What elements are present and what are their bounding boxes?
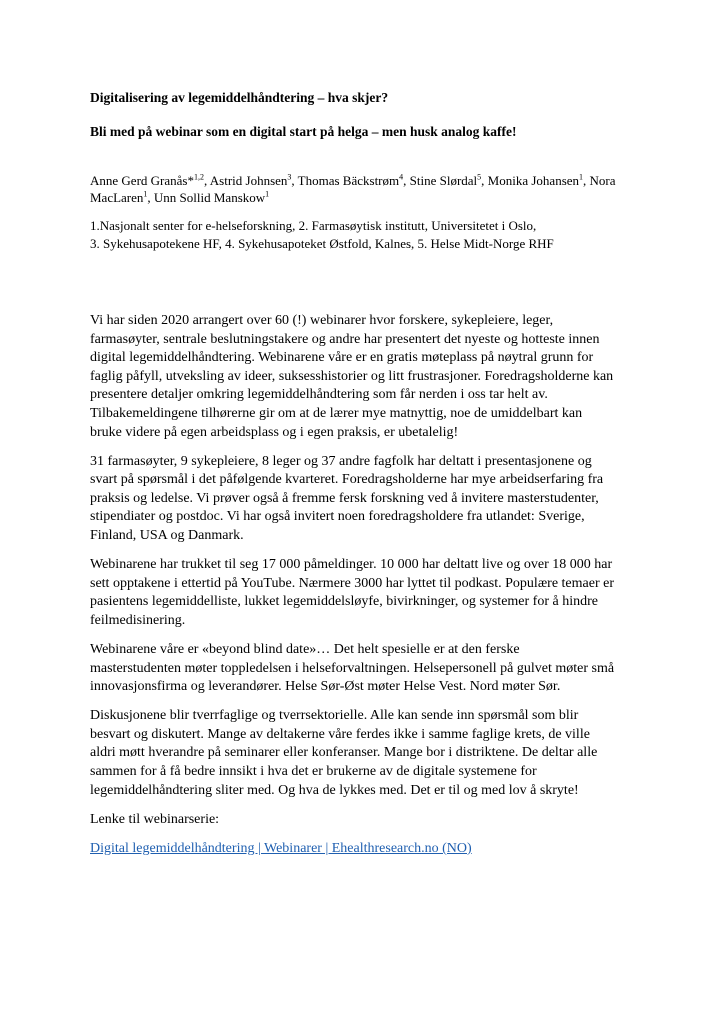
author-separator: , [583,173,590,188]
affiliation-line: 3. Sykehusapotekene HF, 4. Sykehusapoteket Østfold, Kalnes, 5. Helse Midt-Norge RHF [90,236,554,251]
affiliation-line: 1.Nasjonalt senter for e-helseforskning, 2. Farmasøytisk institutt, Universitetet i Oslo, [90,218,537,233]
document-title: Digitalisering av legemiddelhåndtering – hva skjer? [90,90,389,105]
text-line: Tilbakemeldingene tilhørerne gir om at de lærer mye matnyttig, noe de umiddelbart kan [90,405,583,421]
text-line: Vi har siden 2020 arrangert over 60 (!) webinarer hvor forskere, sykepleiere, leger, [90,313,554,328]
author-affiliation-marker: 1 [143,189,148,199]
author-separator: , [481,173,488,188]
paragraph [90,707,650,800]
author-separator: , [291,173,298,188]
author-affiliation-marker: 4 [399,172,404,182]
text-line: farmasøyter, sentrale beslutningstakere og andre har presentert det nyeste og hotteste innen [90,331,600,347]
author-name: Stine Slørdal [409,173,478,188]
author-name: Thomas Bäckstrøm [297,173,400,188]
link-paragraph [90,840,650,859]
author-name: Nora MacLaren [90,173,616,205]
text-line: sett opptakene i ettertid på YouTube. Nærmere 3000 har lyttet til podkast. Populære temaer er [90,575,614,591]
text-line: feilmedisinering. [90,612,186,628]
author-name: Monika Johansen [487,173,580,188]
text-line: sammen for å få bedre innsikt i hva det er brukerne av de digitale systemene for [90,764,537,780]
text-line: Diskusjonene blir tverrfaglige og tverrsektorielle. Alle kan sende inn spørsmål som blir [90,708,579,724]
author-affiliation-marker: 1 [579,172,584,182]
text-line: stipendiater og postdoc. Vi har også invitert noen foredragsholdere fra utlandet: Sverige, [90,509,585,525]
author-affiliation-marker: 3 [287,172,292,182]
document-subtitle: Bli med på webinar som en digital start på helga – men husk analog kaffe! [90,124,517,139]
paragraph [90,453,650,546]
author-name: Unn Sollid Manskow [153,190,266,205]
text-line: bruke videre på egen arbeidsplass og i egen praksis, er ubetalelig! [90,424,459,440]
author-name: Anne Gerd Granås* [90,173,194,188]
link-intro: Lenke til webinarserie: [90,811,220,827]
affiliation-list [90,217,670,253]
text-line: masterstudenten møter toppledelsen i helseforvaltningen. Helsepersonell på gulvet møter små [90,660,615,676]
author-separator: , [203,173,210,188]
text-line: Finland, USA og Danmark. [90,528,244,544]
text-line: digital legemiddelhåndtering. Webinarene våre er en gratis møteplass på nøytral grunn for [90,350,594,366]
author-separator: , [147,190,154,205]
text-line: Webinarene våre er «beyond blind date»… Det helt spesielle er at den ferske [90,642,520,657]
author-name: Astrid Johnsen [209,173,288,188]
text-line: innovasjonsfirma og leverandører. Helse Sør-Øst møter Helse Vest. Nord møter Sør. [90,679,561,695]
text-line: svart på spørsmål i det påfølgende kvarteret. Foredragsholderne har mye arbeidserfaring fra [90,472,604,488]
article-body [90,312,650,869]
text-line: Webinarene har trukket til seg 17 000 påmeldinger. 10 000 har deltatt live og over 18 000 har [90,557,613,573]
author-separator: , [403,173,410,188]
webinar-series-link[interactable]: Digital legemiddelhåndtering | Webinarer | Ehealthresearch.no (NO) [90,840,472,856]
author-affiliation-marker: 1,2 [193,172,204,182]
text-line: pasientens legemiddelliste, lukket legemiddelsløyfe, bivirkninger, og systemer for å hindre [90,594,598,610]
author-affiliation-marker: 1 [265,189,270,199]
text-line: faglig påfyll, utveksling av ideer, suksesshistorier og litt frustrasjoner. Foredragsholderne kan [90,368,614,384]
paragraph [90,556,650,630]
text-line: praksis og ledelse. Vi prøver også å fremme fersk forskning ved å invitere masterstudenter, [90,490,599,506]
text-line: aldri møtt hverandre på seminarer eller konferanser. Mange bor i distriktene. De deltar alle [90,745,598,761]
text-line: presentere detaljer omkring legemiddelhåndtering som får nerden i oss tar helt av. [90,387,548,403]
paragraph [90,641,650,697]
author-list [90,172,650,206]
text-line: besvart og diskutert. Mange av deltakerne våre ferdes ikke i samme faglige krets, de ville [90,726,590,742]
text-line: 31 farmasøyter, 9 sykepleiere, 8 leger og 37 andre fagfolk har deltatt i presentasjonene og [90,453,592,469]
text-line: legemiddelhåndtering sliter med. Og hva de lykkes med. Det er til og med lov å skryte! [90,782,579,798]
paragraph [90,312,650,442]
author-affiliation-marker: 5 [477,172,482,182]
